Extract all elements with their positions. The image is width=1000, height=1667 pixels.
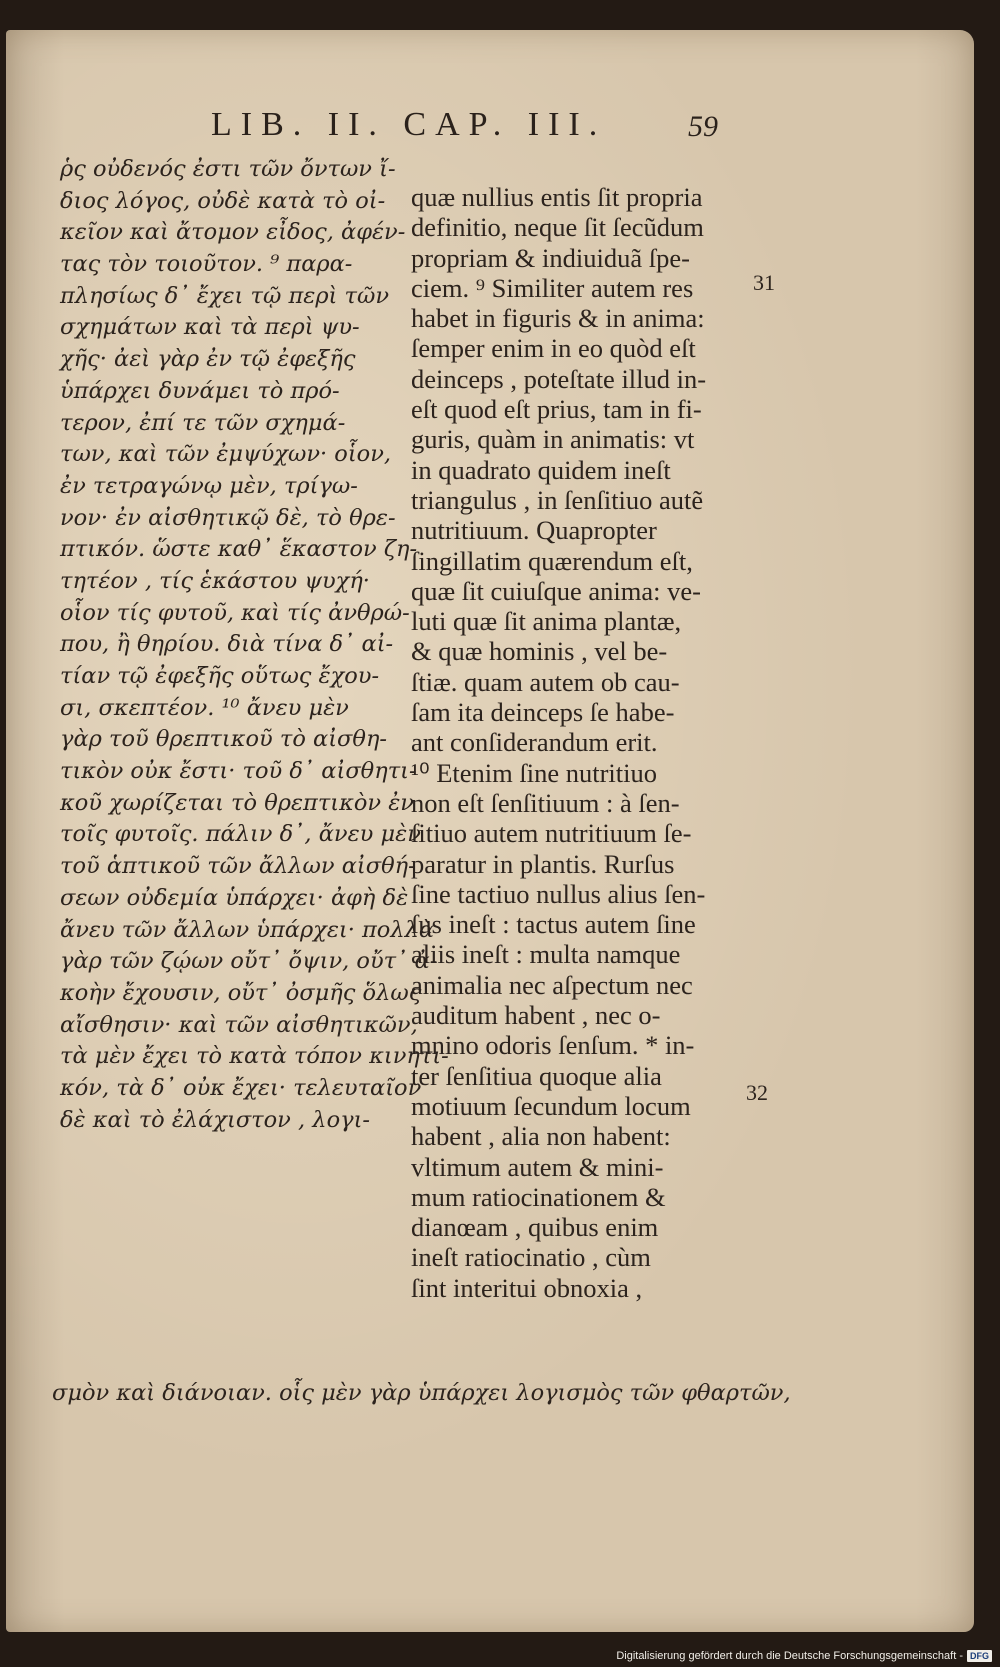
- greek-line: κοῦ χωρίζεται τὸ θρεπτικὸν ἐν: [60, 789, 414, 816]
- greek-line: γὰρ τῶν ζῴων οὔτ᾽ ὄψιν, οὔτ᾽ ἀ-: [60, 948, 438, 975]
- footer-text: Digitalisierung gefördert durch die Deutsche Forschungsgemeinschaft -: [616, 1650, 963, 1662]
- greek-line: οἷον τίς φυτοῦ, καὶ τίς ἀνθρώ-: [60, 599, 410, 626]
- latin-line: motiuum ſecundum locum: [411, 1090, 691, 1121]
- latin-text-column: [411, 182, 736, 1303]
- latin-line: ſemper enim in eo quòd eſt: [411, 333, 696, 364]
- greek-line: τικὸν οὐκ ἔστι· τοῦ δ᾽ αἰσθητι-: [60, 758, 417, 785]
- greek-line: δὲ καὶ τὸ ἐλάχιστον , λογι-: [60, 1106, 370, 1133]
- running-head: LIB. II. CAP. III.: [211, 106, 607, 143]
- latin-line: ſam ita deinceps ſe habe-: [411, 697, 675, 728]
- latin-line: ant conſiderandum erit.: [411, 727, 658, 758]
- latin-line: nutritiuum. Quapropter: [411, 515, 657, 546]
- latin-line: ſint interitui obnoxia ,: [411, 1272, 643, 1303]
- page-number: 59: [688, 110, 718, 143]
- greek-text-column: [60, 154, 449, 1136]
- greek-line: ῥς οὐδενός ἐστι τῶν ὄντων ἴ-: [60, 156, 396, 182]
- latin-line: ſingillatim quærendum eſt,: [411, 545, 693, 576]
- latin-line: mum ratiocinationem &: [411, 1181, 666, 1212]
- latin-line: in quadrato quidem ineſt: [411, 454, 671, 485]
- latin-line: ſitiuo autem nutritiuum ſe-: [411, 818, 692, 849]
- greek-line: χῆς· ἀεὶ γὰρ ἐν τῷ ἐφεξῆς: [60, 346, 356, 373]
- greek-line: νον· ἐν αἰσθητικῷ δὲ, τὸ θρε-: [60, 504, 396, 531]
- greek-line: τας τὸν τοιοῦτον. ⁹ παρα-: [60, 251, 353, 278]
- latin-line: guris, quàm in animatis: vt: [411, 424, 695, 455]
- greek-line: αἴσθησιν· καὶ τῶν αἰσθητικῶν,: [60, 1011, 418, 1038]
- greek-line: κοὴν ἔχουσιν, οὔτ᾽ ὀσμῆς ὅλως: [60, 979, 422, 1006]
- greek-line: τοῖς φυτοῖς. πάλιν δ᾽, ἄνευ μὲν: [60, 821, 421, 848]
- greek-line: τητέον , τίς ἑκάστου ψυχή·: [60, 567, 370, 594]
- greek-line: διος λόγος, οὐδὲ κατὰ τὸ οἰ-: [60, 187, 386, 214]
- latin-line: vltimum autem & mini-: [411, 1151, 664, 1182]
- greek-line: τοῦ ἁπτικοῦ τῶν ἄλλων αἰσθή-: [60, 853, 416, 880]
- greek-line: γὰρ τοῦ θρεπτικοῦ τὸ αἰσθη-: [60, 726, 388, 753]
- latin-line: definitio, neque ſit ſecũdum: [411, 212, 704, 243]
- greek-line: τίαν τῷ ἐφεξῆς οὕτως ἔχου-: [60, 663, 380, 689]
- greek-line: ἄνευ τῶν ἄλλων ὑπάρχει· πολλὰ: [60, 916, 435, 943]
- greek-line: ὑπάρχει δυνάμει τὸ πρό-: [60, 377, 340, 404]
- latin-line: mnino odoris ſenſum. * in-: [411, 1030, 695, 1061]
- latin-line: deinceps , poteſtate illud in-: [411, 363, 707, 394]
- latin-line: animalia nec aſpectum nec: [411, 969, 693, 1000]
- greek-line: πλησίως δ᾽ ἔχει τῷ περὶ τῶν: [60, 282, 389, 309]
- latin-line: luti quæ ſit anima plantæ,: [411, 606, 682, 637]
- greek-line: σεων οὐδεμία ὑπάρχει· ἀφὴ δὲ: [60, 884, 409, 911]
- greek-line: σχημάτων καὶ τὰ περὶ ψυ-: [60, 314, 360, 341]
- latin-line: ter ſenſitiua quoque alia: [411, 1060, 662, 1091]
- greek-last-line: σμὸν καὶ διάνοιαν. οἷς μὲν γὰρ ὑπάρχει λογισμὸς τῶν φθαρτῶν,: [52, 1380, 791, 1406]
- latin-line: habent , alia non habent:: [411, 1121, 671, 1152]
- latin-line: aliis ineſt : multa namque: [411, 939, 681, 970]
- latin-line: ſus ineſt : tactus autem ſine: [411, 909, 696, 940]
- greek-line: κεῖον καὶ ἄτομον εἶδος, ἀφέν-: [60, 219, 406, 246]
- latin-line: & quæ hominis , vel be-: [411, 636, 668, 667]
- latin-line: habet in figuris & in anima:: [411, 303, 705, 334]
- latin-line: dianœam , quibus enim: [411, 1212, 659, 1243]
- dfg-logo: DFG: [967, 1650, 992, 1662]
- greek-line: σι, σκεπτέον. ¹⁰ ἄνευ μὲν: [60, 694, 349, 721]
- latin-line: propriam & indiuiduã ſpe-: [411, 242, 690, 273]
- latin-line: ciem. ⁹ Similiter autem res: [411, 272, 694, 303]
- greek-line: των, καὶ τῶν ἐμψύχων· οἷον,: [60, 441, 392, 468]
- greek-line: πτικόν. ὥστε καθ᾽ ἕκαστον ζη-: [60, 536, 418, 563]
- greek-line: που, ἢ θηρίου. διὰ τίνα δ᾽ αἰ-: [60, 631, 394, 658]
- page-header: [6, 106, 974, 150]
- latin-line: paratur in plantis. Rurſus: [411, 848, 675, 879]
- latin-line: auditum habent , nec o-: [411, 1000, 661, 1031]
- book-page: [6, 30, 974, 1632]
- latin-line: triangulus , in ſenſitiuo autẽ: [411, 484, 704, 515]
- greek-line: τὰ μὲν ἔχει τὸ κατὰ τόπον κινητι-: [60, 1043, 449, 1070]
- latin-line: ineſt ratiocinatio , cùm: [411, 1242, 651, 1273]
- digitization-footer: [616, 1648, 992, 1664]
- greek-line: ἐν τετραγώνῳ μὲν, τρίγω-: [60, 472, 358, 499]
- latin-line: quæ nullius entis ſit propria: [411, 182, 703, 212]
- margin-number-32: 32: [746, 1080, 768, 1105]
- latin-line: non eſt ſenſitiuum : à ſen-: [411, 787, 680, 818]
- latin-line: eſt quod eſt prius, tam in fi-: [411, 394, 702, 425]
- greek-line: κόν, τὰ δ᾽ οὐκ ἔχει· τελευταῖον: [60, 1074, 422, 1101]
- latin-line: ſtiæ. quam autem ob cau-: [411, 666, 680, 697]
- latin-line: quæ ſit cuiuſque anima: ve-: [411, 575, 701, 606]
- greek-line: τερον, ἐπί τε τῶν σχημά-: [60, 409, 346, 436]
- margin-number-31: 31: [753, 270, 775, 295]
- latin-line: ¹⁰ Etenim ſine nutritiuo: [411, 757, 657, 788]
- latin-line: ſine tactiuo nullus alius ſen-: [411, 878, 706, 909]
